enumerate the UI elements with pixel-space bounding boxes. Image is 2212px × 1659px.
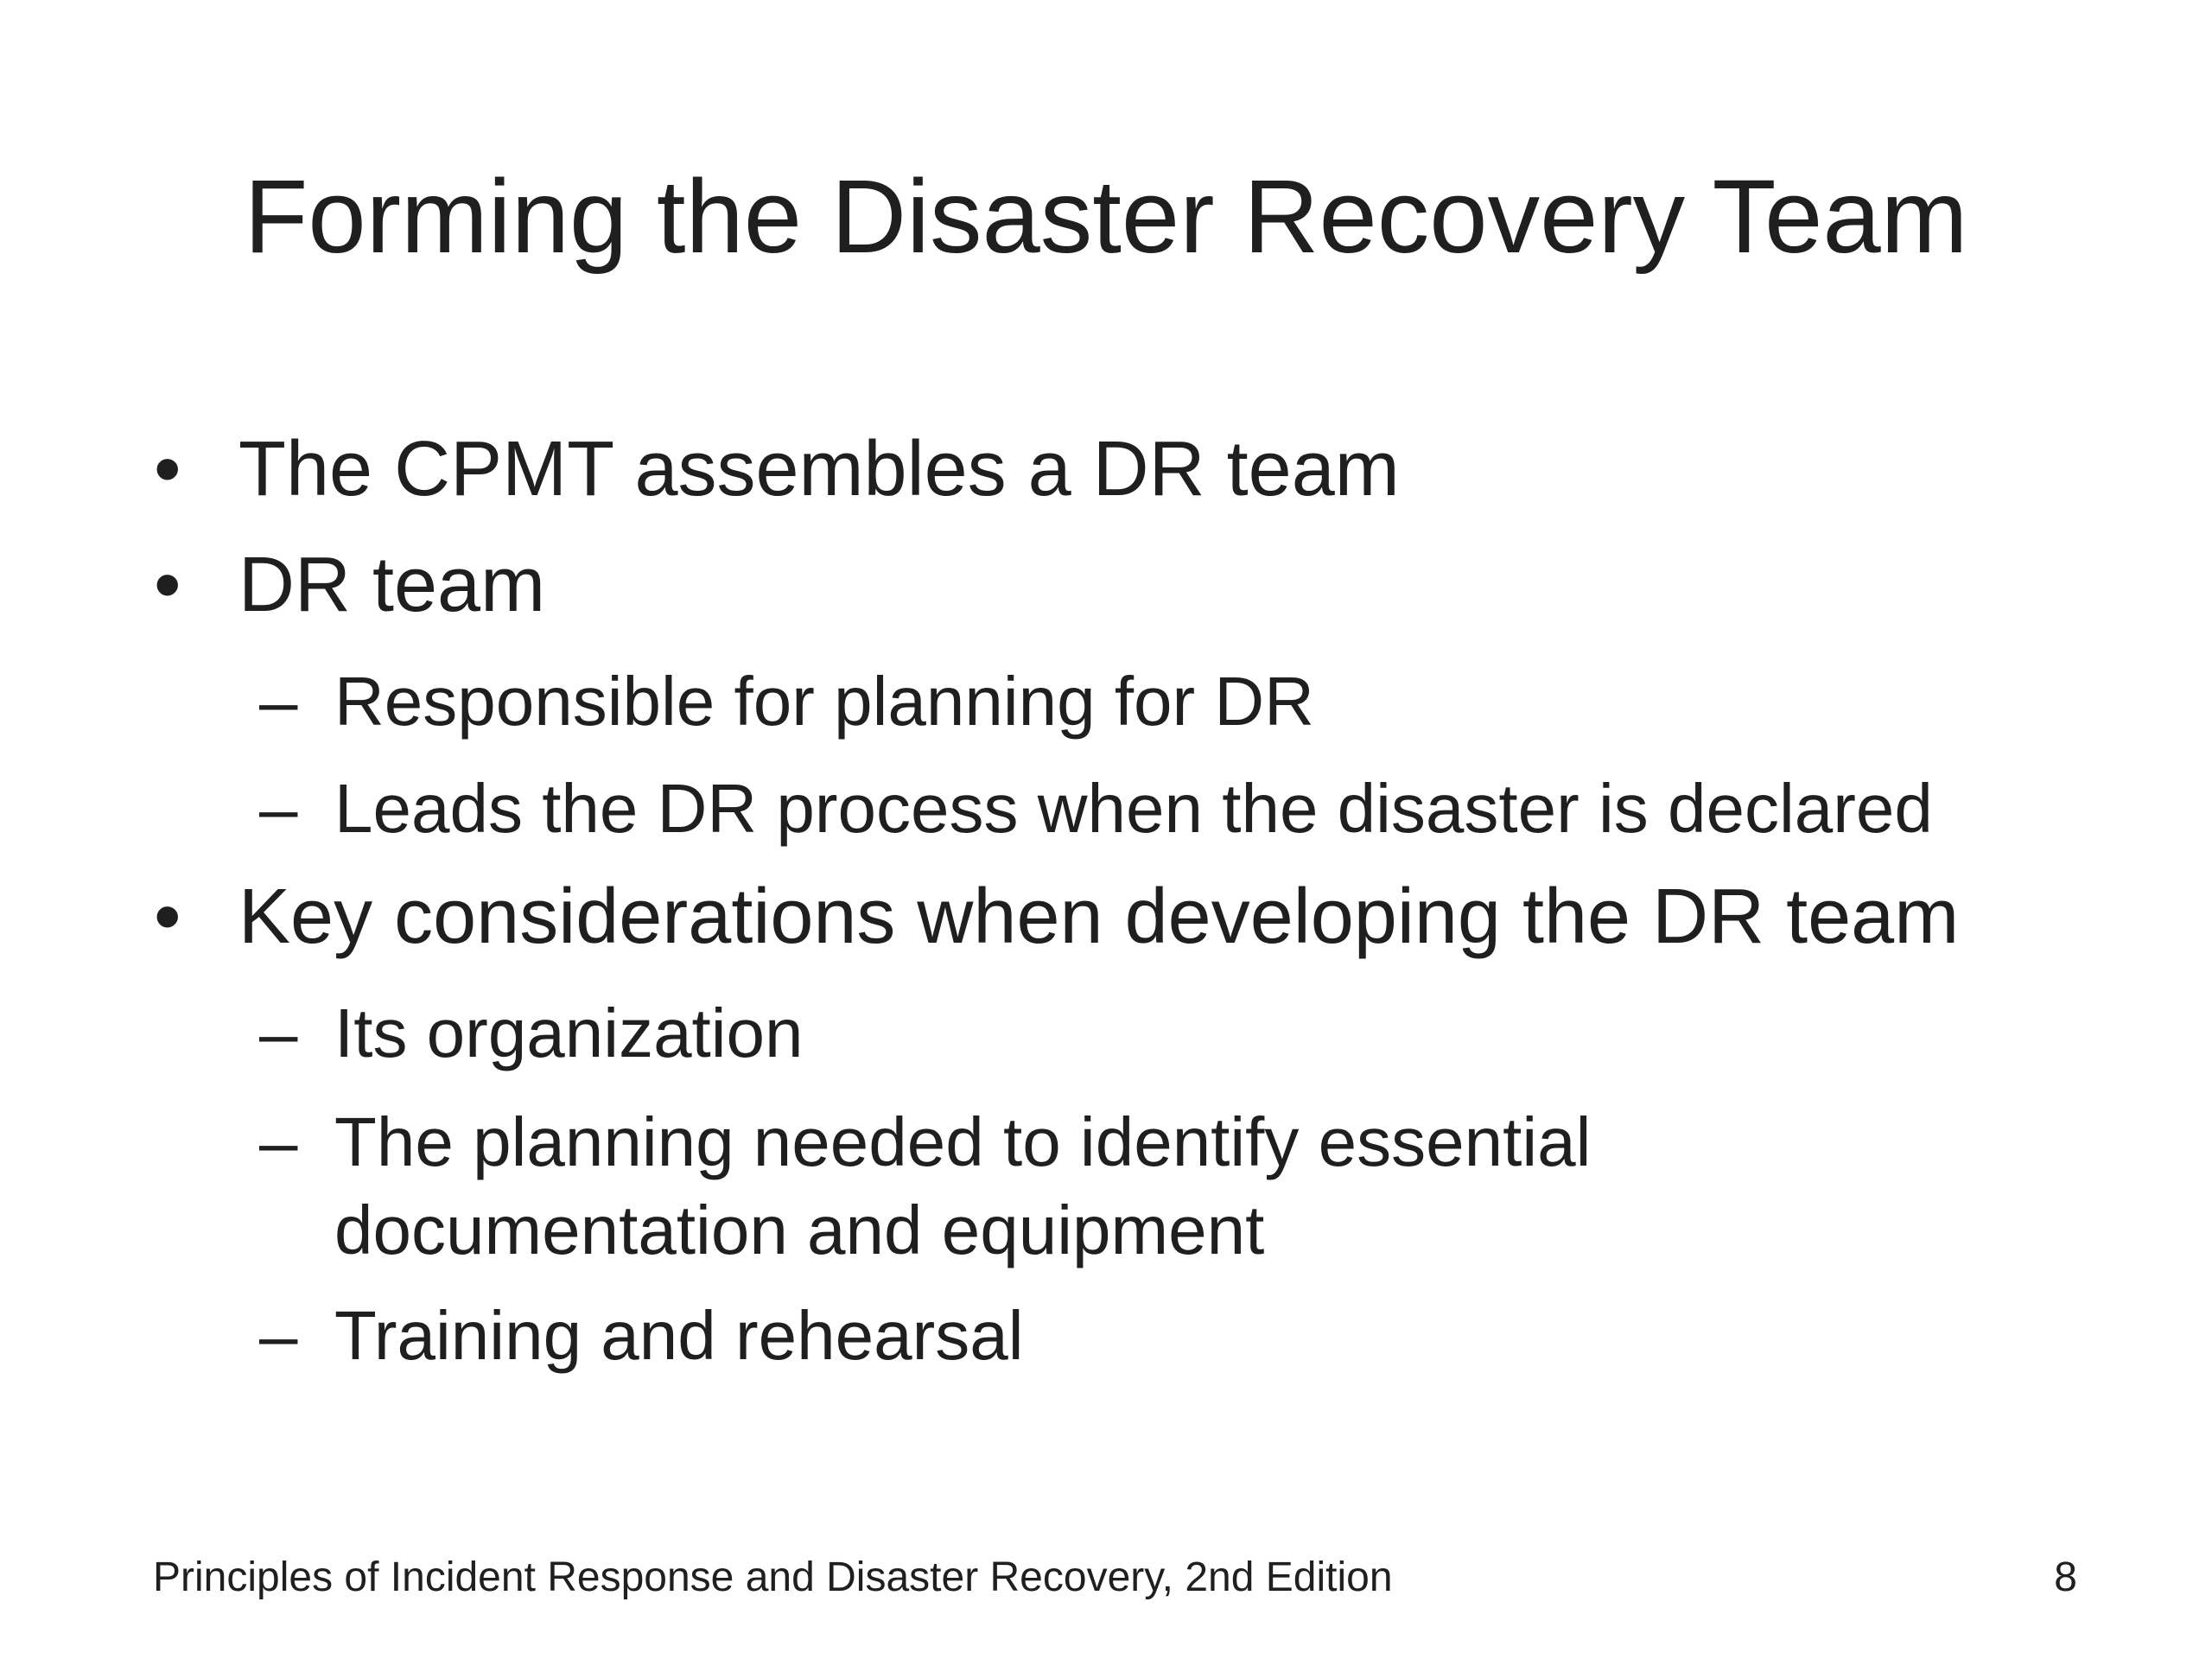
sub-bullet-text-line-2: documentation and equipment (334, 1192, 1265, 1268)
bullet-icon: • (154, 426, 181, 512)
dash-icon: – (259, 1297, 298, 1374)
dash-icon: – (259, 663, 298, 740)
bullet-icon: • (154, 542, 181, 628)
footer-book-title: Principles of Incident Response and Disaster Recovery, 2nd Edition (153, 1554, 1393, 1600)
sub-bullet-text-line-1: The planning needed to identify essential (334, 1103, 1592, 1180)
dash-icon: – (259, 1103, 298, 1180)
bullet-text: DR team (238, 542, 546, 628)
dash-icon: – (259, 770, 298, 847)
sub-bullet-text: Training and rehearsal (334, 1297, 1024, 1374)
dash-icon: – (259, 995, 298, 1071)
sub-bullet-text: Responsible for planning for DR (334, 663, 1314, 740)
bullet-text: Key considerations when developing the DR team (238, 874, 1960, 960)
slide-title: Forming the Disaster Recovery Team (244, 157, 1968, 275)
sub-bullet-text: Leads the DR process when the disaster is declared (334, 770, 1933, 847)
sub-bullet-text: Its organization (334, 995, 804, 1071)
bullet-text: The CPMT assembles a DR team (238, 426, 1400, 512)
page-number: 8 (2054, 1554, 2077, 1600)
bullet-icon: • (154, 874, 181, 960)
